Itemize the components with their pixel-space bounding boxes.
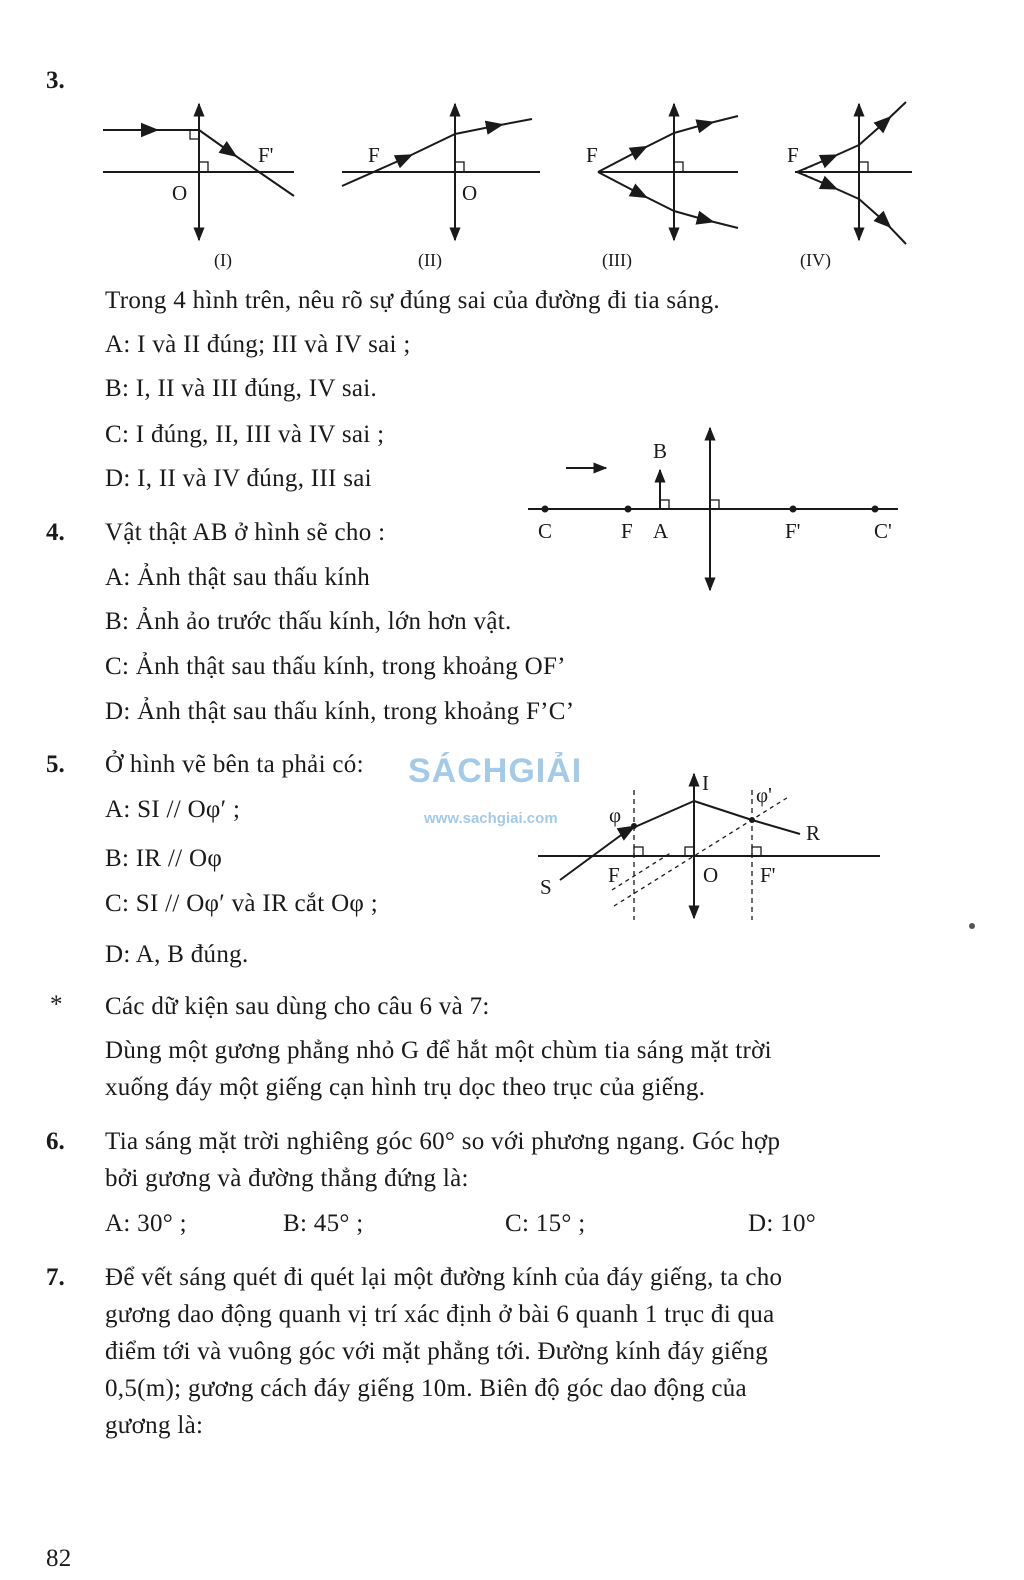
caption-i: (I) [214,250,232,270]
option-a: A: SI // Oφ′ ; [105,796,241,823]
question-number: 4. [46,519,65,546]
label-phi: φ [609,803,622,827]
note-marker: * [50,991,63,1018]
option-a: A: 30° ; [105,1210,187,1237]
label-b: B [653,439,668,463]
label-f: F [586,143,598,167]
question-prompt: Ở hình vẽ bên ta phải có: [105,751,364,778]
option-b: B: Ảnh ảo trước thấu kính, lớn hơn vật. [105,608,512,635]
question-number: 7. [46,1264,65,1291]
question-number: 6. [46,1128,65,1155]
question-number: 3. [46,67,65,94]
label-r: R [806,821,821,845]
label-a: A [653,519,669,543]
label-f-prime: F' [785,519,801,543]
option-d: D: A, B đúng. [105,941,249,968]
label-o: O [172,181,188,205]
label-phi-prime: φ' [756,783,772,807]
question-prompt: Trong 4 hình trên, nêu rõ sự đúng sai của đường đi tia sáng. [105,287,720,314]
page-number: 82 [46,1545,72,1572]
label-c-prime: C' [874,519,892,543]
label-f-prime: F' [258,143,274,167]
watermark-logo: SÁCHGIẢI [408,752,583,790]
note-line: Các dữ kiện sau dùng cho câu 6 và 7: [105,993,490,1020]
label-i: I [702,771,709,795]
question-text: bởi gương và đường thẳng đứng là: [105,1165,469,1192]
question-number: 5. [46,751,65,778]
option-b: B: 45° ; [283,1210,364,1237]
question-text: Tia sáng mặt trời nghiêng góc 60° so với phương ngang. Góc hợp [105,1128,781,1155]
label-o: O [462,181,478,205]
caption-ii: (II) [418,250,442,270]
option-a: A: I và II đúng; III và IV sai ; [105,331,411,358]
option-d: D: 10° [748,1210,817,1237]
option-a: A: Ảnh thật sau thấu kính [105,564,371,591]
caption-iv: (IV) [800,250,831,270]
option-b: B: I, II và III đúng, IV sai. [105,375,378,402]
option-b: B: IR // Oφ [105,845,223,872]
option-c: C: I đúng, II, III và IV sai ; [105,421,385,448]
caption-iii: (III) [602,250,632,270]
question-text: gương dao động quanh vị trí xác định ở bài 6 quanh 1 trục đi qua [105,1301,775,1328]
label-s: S [540,875,552,899]
label-f: F [621,519,633,543]
question-text: 0,5(m); gương cách đáy giếng 10m. Biên độ góc dao động của [105,1375,747,1402]
note-line: Dùng một gương phẳng nhỏ G để hắt một chùm tia sáng mặt trời [105,1037,772,1064]
label-f: F [368,143,380,167]
option-c: C: Ảnh thật sau thấu kính, trong khoảng OF’ [105,653,566,680]
label-f-prime: F' [760,863,776,887]
option-d: D: Ảnh thật sau thấu kính, trong khoảng F’C’ [105,698,575,725]
question-prompt: Vật thật AB ở hình sẽ cho : [105,519,386,546]
label-c: C [538,519,553,543]
option-d: D: I, II và IV đúng, III sai [105,465,372,492]
label-f: F [608,863,620,887]
question-text: gương là: [105,1412,204,1439]
label-o: O [703,863,719,887]
question-text: Để vết sáng quét đi quét lại một đường kính của đáy giếng, ta cho [105,1264,783,1291]
question-text: điểm tới và vuông góc với mặt phẳng tới. Đường kính đáy giếng [105,1338,769,1365]
label-f: F [787,143,799,167]
note-line: xuống đáy một giếng cạn hình trụ dọc theo trục của giếng. [105,1074,706,1101]
watermark-url: www.sachgiai.com [424,810,558,827]
option-c: C: SI // Oφ′ và IR cắt Oφ ; [105,890,378,917]
option-c: C: 15° ; [505,1210,586,1237]
